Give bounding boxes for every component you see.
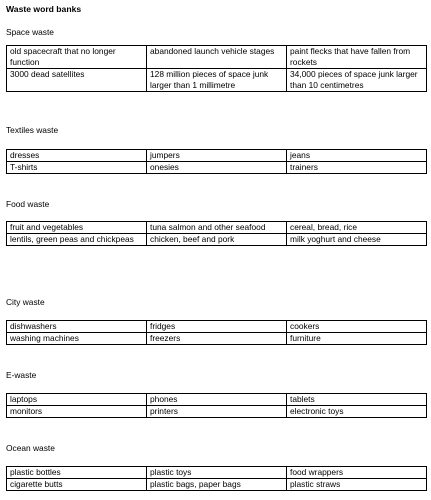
table-cell: abandoned launch vehicle stages <box>147 46 287 69</box>
table-cell: T-shirts <box>7 162 147 174</box>
table-cell: 3000 dead satellites <box>7 69 147 92</box>
table-cell: jeans <box>287 150 427 162</box>
word-bank-table <box>6 45 427 92</box>
section-e-waste <box>6 370 427 418</box>
table-cell: dishwashers <box>7 321 147 333</box>
table-cell: onesies <box>147 162 287 174</box>
table-cell: furniture <box>287 333 427 345</box>
table-cell: milk yoghurt and cheese <box>287 234 427 246</box>
table-cell: food wrappers <box>287 467 427 479</box>
word-bank-table <box>6 466 427 491</box>
table-cell: paint flecks that have fallen from rockets <box>287 46 427 69</box>
section-heading: Ocean waste <box>6 443 55 453</box>
table-cell: jumpers <box>147 150 287 162</box>
table-row <box>7 234 427 246</box>
table-row <box>7 479 427 491</box>
table-cell: tuna salmon and other seafood <box>147 222 287 234</box>
table-cell: monitors <box>7 406 147 418</box>
table-cell: laptops <box>7 394 147 406</box>
table-cell: fruit and vegetables <box>7 222 147 234</box>
table-cell: cereal, bread, rice <box>287 222 427 234</box>
table-row <box>7 162 427 174</box>
table-row <box>7 333 427 345</box>
table-cell: chicken, beef and pork <box>147 234 287 246</box>
word-bank-table <box>6 221 427 246</box>
table-cell: phones <box>147 394 287 406</box>
table-row <box>7 150 427 162</box>
table-row <box>7 46 427 69</box>
word-bank-table <box>6 393 427 418</box>
section-heading: City waste <box>6 297 45 307</box>
table-cell: washing machines <box>7 333 147 345</box>
section-food-waste <box>6 199 427 246</box>
table-cell: plastic toys <box>147 467 287 479</box>
section-space-waste <box>6 27 427 92</box>
table-cell: tablets <box>287 394 427 406</box>
table-row <box>7 406 427 418</box>
table-row <box>7 394 427 406</box>
table-cell: lentils, green peas and chickpeas <box>7 234 147 246</box>
word-bank-table <box>6 320 427 345</box>
section-ocean-waste <box>6 443 427 491</box>
table-cell: plastic bags, paper bags <box>147 479 287 491</box>
table-row <box>7 69 427 92</box>
document-title: Waste word banks <box>6 4 82 14</box>
table-cell: plastic bottles <box>7 467 147 479</box>
table-cell: plastic straws <box>287 479 427 491</box>
section-heading: Space waste <box>6 27 54 37</box>
section-heading: Textiles waste <box>6 125 59 135</box>
table-row <box>7 222 427 234</box>
table-cell: printers <box>147 406 287 418</box>
section-heading: Food waste <box>6 199 50 209</box>
table-row <box>7 321 427 333</box>
table-cell: freezers <box>147 333 287 345</box>
word-bank-table <box>6 149 427 174</box>
section-city-waste <box>6 297 427 345</box>
table-cell: dresses <box>7 150 147 162</box>
table-cell: fridges <box>147 321 287 333</box>
section-heading: E-waste <box>6 370 37 380</box>
table-row <box>7 467 427 479</box>
table-cell: cigarette butts <box>7 479 147 491</box>
table-cell: cookers <box>287 321 427 333</box>
table-cell: 34,000 pieces of space junk larger than 10 centimetres <box>287 69 427 92</box>
section-textiles-waste <box>6 125 427 174</box>
table-cell: old spacecraft that no longer function <box>7 46 147 69</box>
table-cell: electronic toys <box>287 406 427 418</box>
table-cell: trainers <box>287 162 427 174</box>
table-cell: 128 million pieces of space junk larger than 1 millimetre <box>147 69 287 92</box>
